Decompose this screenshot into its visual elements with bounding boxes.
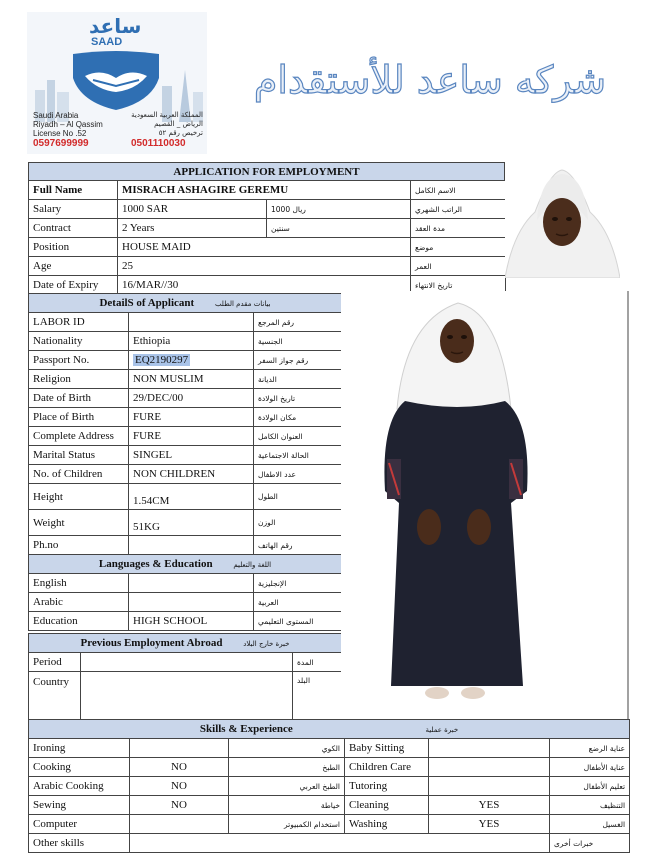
skill-label: Sewing: [29, 796, 130, 815]
skill-label: Ironing: [29, 739, 130, 758]
skill-value: NO: [130, 796, 229, 815]
applicant-label: Complete Address: [29, 427, 129, 446]
main-info-ar: تاريخ الانتهاء: [411, 276, 506, 295]
previous-header-ar: خبرة خارج البلاد: [243, 640, 290, 648]
applicant-value: [129, 408, 254, 427]
skill-ar: عناية الرضع: [550, 739, 630, 758]
skills-header-label: Skills & Experience: [199, 723, 293, 735]
main-info-label: Contract: [29, 219, 118, 238]
language-label: Education: [29, 612, 129, 631]
applicant-value-text: SINGEL: [133, 449, 173, 461]
other-skills-value: [130, 834, 550, 853]
applicant-row: [29, 351, 342, 370]
applicant-row: [29, 408, 342, 427]
applicant-value-text: 51KG: [133, 520, 160, 533]
languages-header: [29, 555, 342, 574]
applicant-row: [29, 536, 342, 555]
main-info-label: Full Name: [29, 181, 118, 200]
applicant-row: [29, 510, 342, 536]
applicant-ar: الديانة: [254, 370, 342, 389]
applicant-ar: رقم الهاتف: [254, 536, 342, 555]
applicant-label: Religion: [29, 370, 129, 389]
applicant-portrait-photo: [505, 162, 620, 278]
language-ar: الإنجليزية: [254, 574, 342, 593]
skill-ar: خياطة: [229, 796, 345, 815]
applicant-header-label: DetailS of Applicant: [99, 297, 195, 309]
language-ar: العربية: [254, 593, 342, 612]
applicant-details-table: [28, 293, 342, 631]
skill-row: [29, 758, 630, 777]
main-info-row: [29, 257, 506, 276]
skill-label: Baby Sitting: [345, 739, 429, 758]
skill-ar: الطبخ العربي: [229, 777, 345, 796]
main-info-table: [28, 180, 506, 295]
skill-ar: الكوي: [229, 739, 345, 758]
applicant-ar: العنوان الكامل: [254, 427, 342, 446]
company-title: شركه ساعد للأستقدام: [253, 58, 607, 102]
applicant-value-text: 29/DEC/00: [133, 392, 184, 404]
other-skills-ar: خبرات أخرى: [550, 834, 630, 853]
applicant-ar: الحالة الاجتماعية: [254, 446, 342, 465]
applicant-row: [29, 446, 342, 465]
logo-phone-ar: 0501110030: [131, 138, 186, 149]
main-info-extra: ريال 1000: [267, 200, 411, 219]
main-info-label: Position: [29, 238, 118, 257]
applicant-value: [129, 484, 254, 510]
skills-table: [28, 719, 630, 853]
skill-ar: تعليم الأطفال: [550, 777, 630, 796]
skill-label: Arabic Cooking: [29, 777, 130, 796]
applicant-row: [29, 465, 342, 484]
applicant-label: Weight: [29, 510, 129, 536]
skill-label: Tutoring: [345, 777, 429, 796]
skill-row: [29, 739, 630, 758]
applicant-header: [29, 294, 342, 313]
skill-value: YES: [429, 815, 550, 834]
logo-country-en: Saudi Arabia: [33, 111, 79, 120]
applicant-value-text: FURE: [133, 411, 162, 423]
handshake-icon: [71, 50, 161, 112]
previous-employment-table: [28, 633, 342, 723]
skill-label: Cooking: [29, 758, 130, 777]
skill-value: [429, 777, 550, 796]
skill-value: [130, 739, 229, 758]
applicant-value: [129, 465, 254, 484]
main-info-label: Age: [29, 257, 118, 276]
applicant-label: Passport No.: [29, 351, 129, 370]
language-label: Arabic: [29, 593, 129, 612]
language-value: [129, 574, 254, 593]
applicant-full-body-photo: [341, 291, 629, 719]
skill-ar: التنظيف: [550, 796, 630, 815]
applicant-ar: الوزن: [254, 510, 342, 536]
applicant-value: [129, 510, 254, 536]
applicant-label: Ph.no: [29, 536, 129, 555]
skill-value: NO: [130, 777, 229, 796]
skill-ar: استخدام الكمبيوتر: [229, 815, 345, 834]
language-value: [129, 593, 254, 612]
main-info-value: MISRACH ASHAGIRE GEREMU: [118, 181, 411, 200]
applicant-value-text: Ethiopia: [133, 335, 171, 347]
previous-header: [29, 634, 342, 653]
logo-license-ar: ترخيص رقم ٥٢: [158, 129, 203, 137]
applicant-label: Height: [29, 484, 129, 510]
languages-header-ar: اللغة والتعليم: [233, 561, 272, 569]
previous-header-label: Previous Employment Abroad: [80, 637, 223, 649]
logo-english-brand: SAAD: [91, 36, 123, 48]
applicant-ar: الجنسية: [254, 332, 342, 351]
applicant-ar: تاريخ الولادة: [254, 389, 342, 408]
applicant-label: Marital Status: [29, 446, 129, 465]
skill-value: YES: [429, 796, 550, 815]
main-info-label: Date of Expiry: [29, 276, 118, 295]
applicant-value: [129, 446, 254, 465]
main-info-ar: الراتب الشهري: [411, 200, 506, 219]
skills-header: [29, 720, 630, 739]
main-info-row: [29, 219, 506, 238]
period-value: [81, 653, 293, 672]
skill-ar: عناية الأطفال: [550, 758, 630, 777]
main-info-value: 16/MAR//30: [118, 276, 411, 295]
applicant-ar: الطول: [254, 484, 342, 510]
applicant-value: [129, 427, 254, 446]
skill-label: Computer: [29, 815, 130, 834]
main-info-value: 2 Years: [118, 219, 267, 238]
country-label: Country: [29, 672, 81, 723]
applicant-header-ar: بيانات مقدم الطلب: [214, 300, 271, 308]
skill-value: [429, 739, 550, 758]
main-info-value: 25: [118, 257, 411, 276]
other-skills-label: Other skills: [29, 834, 130, 853]
logo-phone-en: 0597699999: [33, 138, 89, 149]
language-row: [29, 612, 342, 631]
applicant-value-text: 1.54CM: [133, 494, 170, 507]
applicant-row: [29, 370, 342, 389]
languages-header-label: Languages & Education: [98, 558, 213, 570]
skill-row: [29, 777, 630, 796]
main-info-row: [29, 238, 506, 257]
applicant-value: [129, 389, 254, 408]
form-title: APPLICATION FOR EMPLOYMENT: [29, 163, 505, 181]
applicant-label: No. of Children: [29, 465, 129, 484]
period-ar: المدة: [293, 653, 342, 672]
applicant-value: [129, 332, 254, 351]
logo-country-ar: المملكة العربية السعودية: [131, 111, 203, 119]
skills-header-ar: خبرة عملية: [425, 726, 459, 734]
applicant-value-text: NON CHILDREN: [133, 468, 216, 480]
main-info-ar: العمر: [411, 257, 506, 276]
main-info-row: [29, 200, 506, 219]
skill-value: NO: [130, 758, 229, 777]
main-info-ar: موضع: [411, 238, 506, 257]
form-title-table: [28, 162, 505, 181]
skill-ar: الطبخ: [229, 758, 345, 777]
applicant-row: [29, 484, 342, 510]
language-row: [29, 593, 342, 612]
language-value: HIGH SCHOOL: [129, 612, 254, 631]
applicant-value: [129, 351, 254, 370]
applicant-label: Place of Birth: [29, 408, 129, 427]
skill-label: Children Care: [345, 758, 429, 777]
logo-arabic-brand: ساعد: [89, 14, 142, 38]
skill-row: [29, 796, 630, 815]
applicant-ar: رقم المرجع: [254, 313, 342, 332]
applicant-label: Nationality: [29, 332, 129, 351]
applicant-ar: رقم جواز السفر: [254, 351, 342, 370]
language-ar: المستوى التعليمي: [254, 612, 342, 631]
applicant-value: [129, 536, 254, 555]
logo-license-en: License No .52: [33, 129, 87, 138]
logo-city-ar: الرياض _ القصيم: [154, 120, 203, 128]
applicant-value: [129, 313, 254, 332]
company-logo: [27, 12, 207, 154]
skill-value: [429, 758, 550, 777]
skill-label: Cleaning: [345, 796, 429, 815]
applicant-label: Date of Birth: [29, 389, 129, 408]
main-info-row: [29, 181, 506, 200]
skill-label: Washing: [345, 815, 429, 834]
applicant-label: LABOR ID: [29, 313, 129, 332]
applicant-value-text: FURE: [133, 430, 162, 442]
applicant-value-text: NON MUSLIM: [133, 373, 204, 385]
skill-row: [29, 815, 630, 834]
applicant-row: [29, 427, 342, 446]
applicant-row: [29, 389, 342, 408]
country-ar: البلد: [293, 672, 342, 723]
main-info-value: HOUSE MAID: [118, 238, 411, 257]
skill-value: [130, 815, 229, 834]
period-label: Period: [29, 653, 81, 672]
main-info-label: Salary: [29, 200, 118, 219]
main-info-value: 1000 SAR: [118, 200, 267, 219]
logo-city-en: Riyadh – Al Qassim: [33, 120, 103, 129]
main-info-extra: سنتين: [267, 219, 411, 238]
skill-ar: الغسيل: [550, 815, 630, 834]
applicant-value-text: EQ2190297: [135, 354, 189, 366]
applicant-ar: مكان الولادة: [254, 408, 342, 427]
applicant-ar: عدد الاطفال: [254, 465, 342, 484]
applicant-row: [29, 332, 342, 351]
main-info-ar: الاسم الكامل: [411, 181, 506, 200]
applicant-value: [129, 370, 254, 389]
language-label: English: [29, 574, 129, 593]
language-row: [29, 574, 342, 593]
main-info-ar: مدة العقد: [411, 219, 506, 238]
country-value: [81, 672, 293, 723]
applicant-row: [29, 313, 342, 332]
